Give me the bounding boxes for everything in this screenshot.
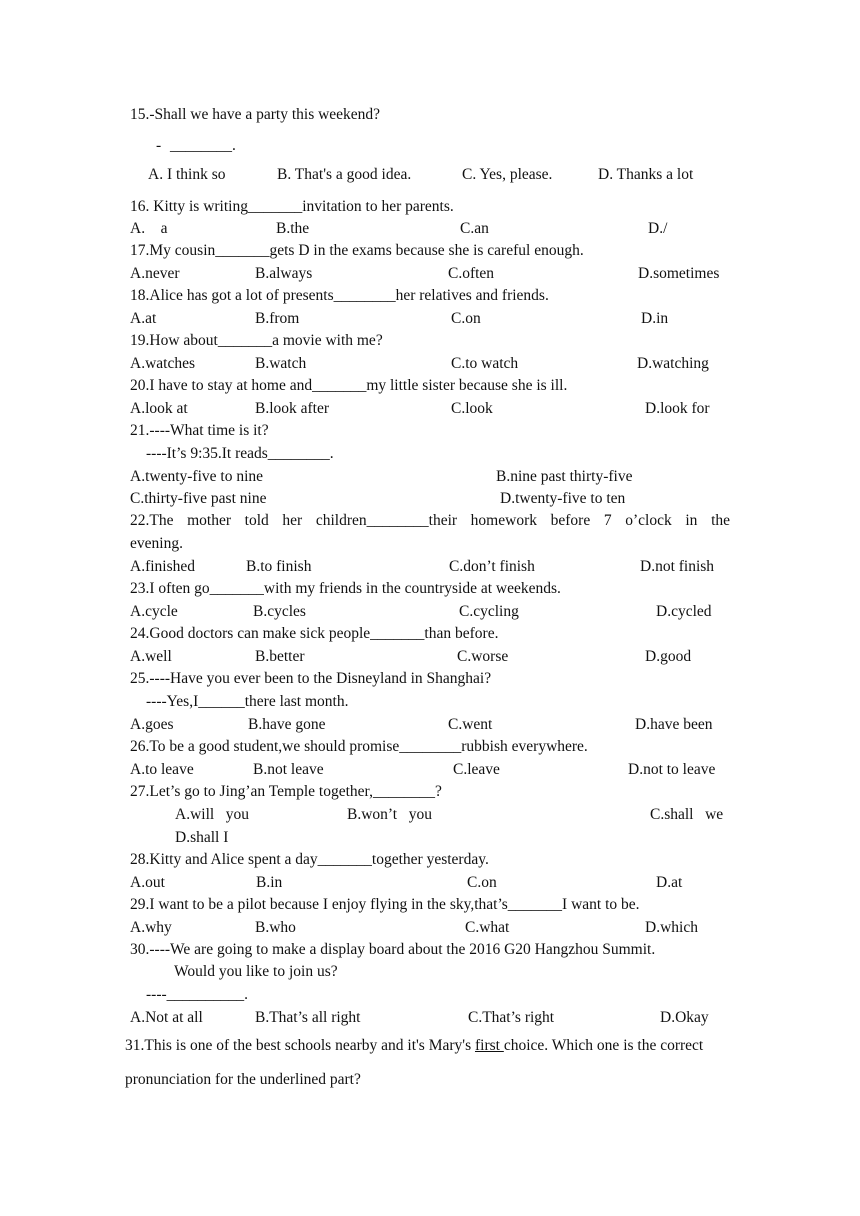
q18-option-c: C.on	[451, 310, 481, 327]
q22-option-d: D.not finish	[640, 558, 715, 575]
q16-option-b: B.the	[276, 220, 310, 237]
q18-stem: 18.Alice has got a lot of presents________her relatives and friends.	[130, 287, 549, 304]
q29-option-c: C.what	[465, 919, 510, 936]
q22-stem-line2: evening.	[130, 535, 183, 552]
q20-option-c: C.look	[451, 400, 493, 417]
q25-stem: 25.----Have you ever been to the Disneyland in Shanghai?	[130, 670, 492, 687]
q27-option-a: A.will you	[175, 806, 250, 823]
q28-option-a: A.out	[130, 874, 165, 891]
q20-stem: 20.I have to stay at home and_______my little sister because she is ill.	[130, 377, 568, 394]
q28-stem: 28.Kitty and Alice spent a day_______together yesterday.	[130, 851, 489, 868]
q20-option-d: D.look for	[645, 400, 710, 417]
q24-option-d: D.good	[645, 648, 692, 665]
q29-option-d: D.which	[645, 919, 698, 936]
q26-option-a: A.to leave	[130, 761, 194, 778]
q22-stem-line1: 22.The mother told her children________their homework before 7 o’clock in the	[130, 512, 730, 529]
q25-option-b: B.have gone	[248, 716, 326, 733]
q15-option-b: B. That's a good idea.	[277, 166, 412, 183]
q17-option-b: B.always	[255, 265, 313, 282]
q19-stem: 19.How about_______a movie with me?	[130, 332, 383, 349]
q22-option-c: C.don’t finish	[449, 558, 535, 575]
q24-stem: 24.Good doctors can make sick people_______than before.	[130, 625, 499, 642]
q16-option-a: A. a	[130, 220, 168, 237]
q23-option-a: A.cycle	[130, 603, 178, 620]
q18-option-b: B.from	[255, 310, 300, 327]
q28-option-c: C.on	[467, 874, 497, 891]
q26-stem: 26.To be a good student,we should promise________rubbish everywhere.	[130, 738, 588, 755]
q31-text-part1: 31.This is one of the best schools nearby and it's Mary's	[125, 1037, 475, 1054]
q25-option-a: A.goes	[130, 716, 174, 733]
q21-option-d: D.twenty-five to ten	[500, 490, 626, 507]
q29-option-a: A.why	[130, 919, 172, 936]
q27-stem: 27.Let’s go to Jing’an Temple together,________?	[130, 783, 442, 800]
q22-option-b: B.to finish	[246, 558, 312, 575]
q16-stem: 16. Kitty is writing_______invitation to her parents.	[130, 198, 454, 215]
q18-option-d: D.in	[641, 310, 669, 327]
q15-stem: 15.-Shall we have a party this weekend?	[130, 106, 381, 123]
q28-option-b: B.in	[256, 874, 283, 891]
q15-option-d: D. Thanks a lot	[598, 166, 694, 183]
q30-reply: ----__________.	[146, 986, 249, 1003]
q24-option-b: B.better	[255, 648, 305, 665]
q29-stem: 29.I want to be a pilot because I enjoy flying in the sky,that’s_______I want to be.	[130, 896, 640, 913]
q20-option-a: A.look at	[130, 400, 188, 417]
q27-option-d: D.shall I	[175, 829, 229, 846]
q21-stem: 21.----What time is it?	[130, 422, 269, 439]
q17-option-a: A.never	[130, 265, 180, 282]
q24-option-c: C.worse	[457, 648, 509, 665]
q21-option-a: A.twenty-five to nine	[130, 468, 264, 485]
q29-option-b: B.who	[255, 919, 296, 936]
q25-option-d: D.have been	[635, 716, 713, 733]
q25-reply: ----Yes,I______there last month.	[146, 693, 349, 710]
q26-option-d: D.not to leave	[628, 761, 716, 778]
q20-option-b: B.look after	[255, 400, 330, 417]
q31-stem-line2: pronunciation for the underlined part?	[125, 1071, 361, 1088]
q30-option-c: C.That’s right	[468, 1009, 555, 1026]
q16-option-d: D./	[648, 220, 668, 237]
q19-option-b: B.watch	[255, 355, 307, 372]
q30-option-b: B.That’s all right	[255, 1009, 361, 1026]
q17-option-d: D.sometimes	[638, 265, 720, 282]
q30-option-d: D.Okay	[660, 1009, 709, 1026]
q30-option-a: A.Not at all	[130, 1009, 203, 1026]
q22-option-a: A.finished	[130, 558, 196, 575]
q19-option-d: D.watching	[637, 355, 709, 372]
q26-option-b: B.not leave	[253, 761, 324, 778]
q16-option-c: C.an	[460, 220, 489, 237]
q15-option-c: C. Yes, please.	[462, 166, 553, 183]
q27-option-b: B.won’t you	[347, 806, 432, 823]
q17-option-c: C.often	[448, 265, 495, 282]
q18-option-a: A.at	[130, 310, 157, 327]
q19-option-c: C.to watch	[451, 355, 519, 372]
q30-stem-line1: 30.----We are going to make a display board about the 2016 G20 Hangzhou Summit.	[130, 941, 656, 958]
q26-option-c: C.leave	[453, 761, 500, 778]
q31-stem-line1	[125, 1036, 703, 1056]
q21-reply: ----It’s 9:35.It reads________.	[146, 445, 334, 462]
q27-option-c: C.shall we	[650, 806, 724, 823]
q31-text-part2: choice. Which one is the correct	[503, 1037, 704, 1054]
q15-dash: -	[156, 137, 162, 154]
q23-option-d: D.cycled	[656, 603, 712, 620]
q15-option-a: A. I think so	[148, 166, 226, 183]
q23-stem: 23.I often go_______with my friends in the countryside at weekends.	[130, 580, 561, 597]
q21-option-b: B.nine past thirty-five	[496, 468, 633, 485]
q19-option-a: A.watches	[130, 355, 195, 372]
q25-option-c: C.went	[448, 716, 493, 733]
q23-option-c: C.cycling	[459, 603, 519, 620]
q30-stem-line2: Would you like to join us?	[174, 963, 338, 980]
q24-option-a: A.well	[130, 648, 172, 665]
q21-option-c: C.thirty-five past nine	[130, 490, 267, 507]
q28-option-d: D.at	[656, 874, 683, 891]
q15-blank: ________.	[170, 137, 236, 154]
q17-stem: 17.My cousin_______gets D in the exams because she is careful enough.	[130, 242, 584, 259]
q23-option-b: B.cycles	[253, 603, 306, 620]
q31-underlined-word: first	[474, 1037, 504, 1054]
